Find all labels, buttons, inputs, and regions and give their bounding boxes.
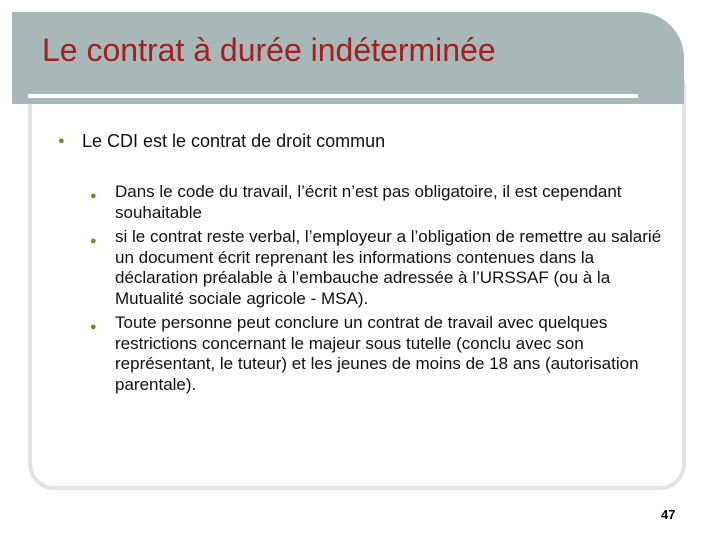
bullet-icon: ● [90, 235, 97, 247]
sub-bullet-text: si le contrat reste verbal, l’employeur a l’obligation de remettre au salarié un document écrit reprenant les informations contenues dans la déclaration préalable à l’embauche adressée à l’URSSAF (ou à la Mutualité sociale agricole - MSA). [115, 227, 662, 308]
title-divider [28, 94, 638, 98]
sub-bullet-item [90, 313, 680, 395]
page-number: 47 [661, 507, 676, 522]
sub-bullet-text: Dans le code du travail, l’écrit n’est pas obligatoire, il est cependant souhaitable [115, 182, 622, 222]
sub-bullet-item [90, 227, 680, 309]
sub-bullet-item [90, 182, 680, 223]
main-bullet-text: Le CDI est le contrat de droit commun [82, 131, 386, 151]
sub-bullet-list [90, 182, 680, 399]
bullet-icon: ● [90, 190, 97, 202]
bullet-icon: ● [90, 321, 97, 333]
slide-title: Le contrat à durée indéterminée [42, 32, 496, 68]
sub-bullet-text: Toute personne peut conclure un contrat de travail avec quelques restrictions concernant le majeur sous tutelle (conclu avec son représentant, le tuteur) et les jeunes de moins de 18 ans (autorisation parentale). [115, 313, 639, 394]
bullet-icon: ● [58, 135, 65, 147]
